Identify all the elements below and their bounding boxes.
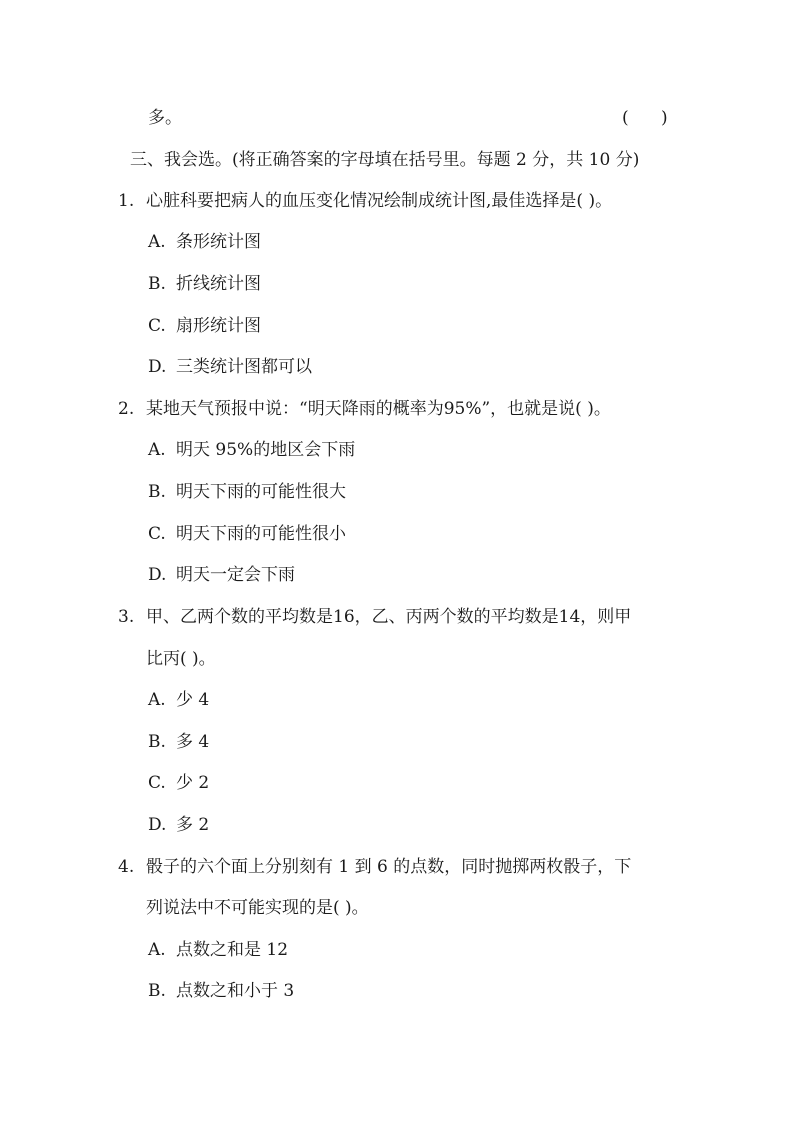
option-text: 点数之和是 12 <box>176 940 289 960</box>
option-letter: A. <box>148 440 166 460</box>
option-letter: C. <box>148 773 166 793</box>
option-text: 少 4 <box>176 690 210 710</box>
option-letter: A. <box>148 940 166 960</box>
option-text: 明天 95%的地区会下雨 <box>176 440 356 460</box>
option-letter: C. <box>148 524 166 544</box>
option-letter: B. <box>148 981 166 1001</box>
question-text-continued: 列说法中不可能实现的是( )。 <box>146 898 369 918</box>
option-item[interactable] <box>148 563 295 587</box>
option-letter: A. <box>148 690 166 710</box>
answer-blank[interactable]: ( ) <box>622 108 668 128</box>
option-letter: B. <box>148 732 166 752</box>
question-text: 骰子的六个面上分别刻有 1 到 6 的点数，同时抛掷两枚骰子，下 <box>146 857 632 877</box>
option-item[interactable] <box>148 272 261 296</box>
option-text: 多 2 <box>176 815 210 835</box>
option-item[interactable] <box>148 522 346 546</box>
section-heading: 三、我会选。(将正确答案的字母填在括号里。每题 2 分，共 10 分) <box>130 150 640 170</box>
option-item[interactable] <box>148 771 209 795</box>
option-text: 条形统计图 <box>176 232 261 252</box>
option-letter: B. <box>148 274 166 294</box>
question-text: 甲、乙两个数的平均数是16，乙、丙两个数的平均数是14，则甲 <box>146 607 632 627</box>
continued-text: 多。 <box>148 108 182 128</box>
question-text: 心脏科要把病人的血压变化情况绘制成统计图,最佳选择是( )。 <box>146 191 613 211</box>
question-number: 3. <box>118 607 135 627</box>
question-number: 4. <box>118 857 135 877</box>
option-item[interactable] <box>148 730 209 754</box>
option-item[interactable] <box>148 438 355 462</box>
option-text: 少 2 <box>176 773 210 793</box>
option-item[interactable] <box>148 688 209 712</box>
option-item[interactable] <box>148 979 294 1003</box>
option-letter: D. <box>148 357 167 377</box>
option-item[interactable] <box>148 813 209 837</box>
option-item[interactable] <box>148 480 346 504</box>
option-letter: C. <box>148 316 166 336</box>
question-number: 1. <box>118 191 135 211</box>
option-text: 扇形统计图 <box>176 316 261 336</box>
question-number: 2. <box>118 399 135 419</box>
option-text: 折线统计图 <box>176 274 261 294</box>
option-text: 明天一定会下雨 <box>176 565 295 585</box>
option-item[interactable] <box>148 938 288 962</box>
option-text: 点数之和小于 3 <box>176 981 295 1001</box>
option-text: 明天下雨的可能性很小 <box>176 524 346 544</box>
option-letter: B. <box>148 482 166 502</box>
option-text: 多 4 <box>176 732 210 752</box>
option-text: 明天下雨的可能性很大 <box>176 482 346 502</box>
option-item[interactable] <box>148 230 261 254</box>
option-text: 三类统计图都可以 <box>176 357 312 377</box>
question-text-continued: 比丙( )。 <box>146 649 216 669</box>
option-item[interactable] <box>148 314 261 338</box>
option-letter: D. <box>148 565 167 585</box>
question-text: 某地天气预报中说：“明天降雨的概率为95%”，也就是说( )。 <box>146 399 611 419</box>
option-letter: A. <box>148 232 166 252</box>
option-item[interactable] <box>148 355 312 379</box>
option-letter: D. <box>148 815 167 835</box>
